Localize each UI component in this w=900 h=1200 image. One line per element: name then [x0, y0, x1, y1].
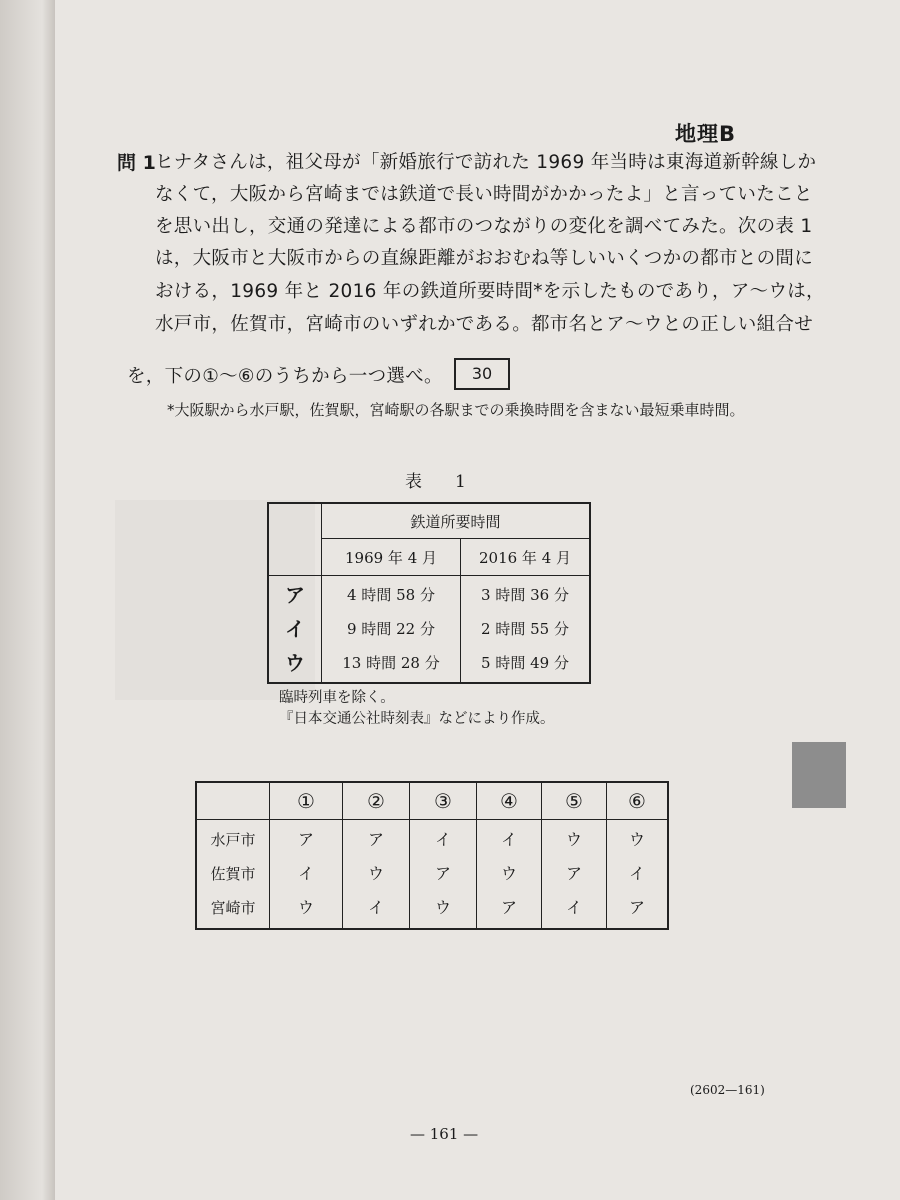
choice-6-mito: ウ [628, 830, 645, 849]
question-line-7: を，下の①～⑥のうちから一つ選べ。 [127, 366, 443, 387]
table1-label-u: ウ [285, 651, 305, 675]
choice-5-saga: ア [565, 864, 582, 883]
page-number: — 161 — [410, 1125, 479, 1143]
choice-6-header: ⑥ [607, 782, 669, 820]
choice-2-header: ② [343, 782, 410, 820]
choice-4-mito: イ [500, 830, 517, 849]
subject-header: 地理B [675, 122, 737, 146]
choice-5-header: ⑤ [542, 782, 607, 820]
table1-values-2016 [461, 576, 591, 684]
choice-6-miyazaki: ア [628, 898, 645, 917]
choice-4-saga: ウ [500, 864, 517, 883]
table1-note-2: 『日本交通公社時刻表』などにより作成。 [279, 711, 555, 727]
choice-4-miyazaki: ア [500, 898, 517, 917]
table1-a-1969: 4 時間 58 分 [347, 586, 435, 604]
choice-4-column [477, 820, 542, 930]
table1-title: 表 1 [405, 472, 474, 492]
choice-1-saga: イ [297, 864, 314, 883]
question-line-2: なくて，大阪から宮崎までは鉄道で長い時間がかかったよ」と言っていたこと [155, 184, 813, 205]
choice-3-mito: イ [434, 830, 451, 849]
city-miyazaki: 宮崎市 [210, 899, 256, 917]
exam-code: (2602—161) [690, 1083, 765, 1097]
choice-2-miyazaki: イ [367, 898, 384, 917]
choice-5-miyazaki: イ [565, 898, 582, 917]
city-saga: 佐賀市 [210, 865, 256, 883]
table1-corner [268, 503, 322, 576]
choice-3-miyazaki: ウ [434, 898, 451, 917]
table1-rail-times [267, 502, 591, 684]
city-mito: 水戸市 [210, 831, 256, 849]
choice-4-header: ④ [477, 782, 542, 820]
footnote: *大阪駅から水戸駅，佐賀駅，宮崎駅の各駅までの乗換時間を含まない最短乗車時間。 [167, 401, 745, 419]
choices-corner [196, 782, 270, 820]
choice-1-column [270, 820, 343, 930]
exam-page [55, 0, 900, 1200]
choice-3-header: ③ [410, 782, 477, 820]
table1-row-labels [268, 576, 322, 684]
table1-a-2016: 3 時間 36 分 [481, 586, 569, 604]
choice-5-mito: ウ [565, 830, 582, 849]
question-line-4: は，大阪市と大阪市からの直線距離がおおむね等しいいくつかの都市との間に [155, 248, 814, 269]
section-index-tab [792, 742, 846, 808]
question-number: 問 1 [117, 152, 156, 174]
table1-i-2016: 2 時間 55 分 [481, 620, 569, 638]
table1-col-1969: 1969 年 4 月 [322, 539, 461, 576]
choice-6-saga: イ [628, 864, 645, 883]
table1-label-a: ア [285, 583, 305, 607]
city-labels [196, 820, 270, 930]
choice-5-column [542, 820, 607, 930]
choice-2-saga: ウ [367, 864, 384, 883]
answer-number-box: 30 [454, 358, 510, 390]
table1-header: 鉄道所要時間 [322, 503, 591, 539]
choice-1-miyazaki: ウ [297, 898, 314, 917]
table1-label-i: イ [285, 617, 305, 641]
choice-2-column [343, 820, 410, 930]
question-line-5: おける，1969 年と 2016 年の鉄道所要時間*を示したものであり，ア～ウは， [155, 281, 825, 302]
table1-note-1: 臨時列車を除く。 [279, 690, 395, 706]
choice-3-saga: ア [434, 864, 451, 883]
choice-3-column [410, 820, 477, 930]
choice-1-mito: ア [297, 830, 314, 849]
question-line-6: 水戸市，佐賀市，宮崎市のいずれかである。都市名とア～ウとの正しい組合せ [155, 314, 814, 335]
table1-u-2016: 5 時間 49 分 [481, 654, 569, 672]
question-line-3: を思い出し，交通の発達による都市のつながりの変化を調べてみた。次の表 1 [155, 216, 813, 237]
table1-u-1969: 13 時間 28 分 [342, 654, 440, 672]
table1-col-2016: 2016 年 4 月 [461, 539, 591, 576]
choice-2-mito: ア [367, 830, 384, 849]
answer-choices-table [195, 781, 669, 930]
choice-6-column [607, 820, 669, 930]
left-page-edge [0, 0, 60, 1200]
question-line-1: ヒナタさんは，祖父母が「新婚旅行で訪れた 1969 年当時は東海道新幹線しか [155, 152, 817, 173]
table1-i-1969: 9 時間 22 分 [347, 620, 435, 638]
choice-1-header: ① [270, 782, 343, 820]
table1-values-1969 [322, 576, 461, 684]
